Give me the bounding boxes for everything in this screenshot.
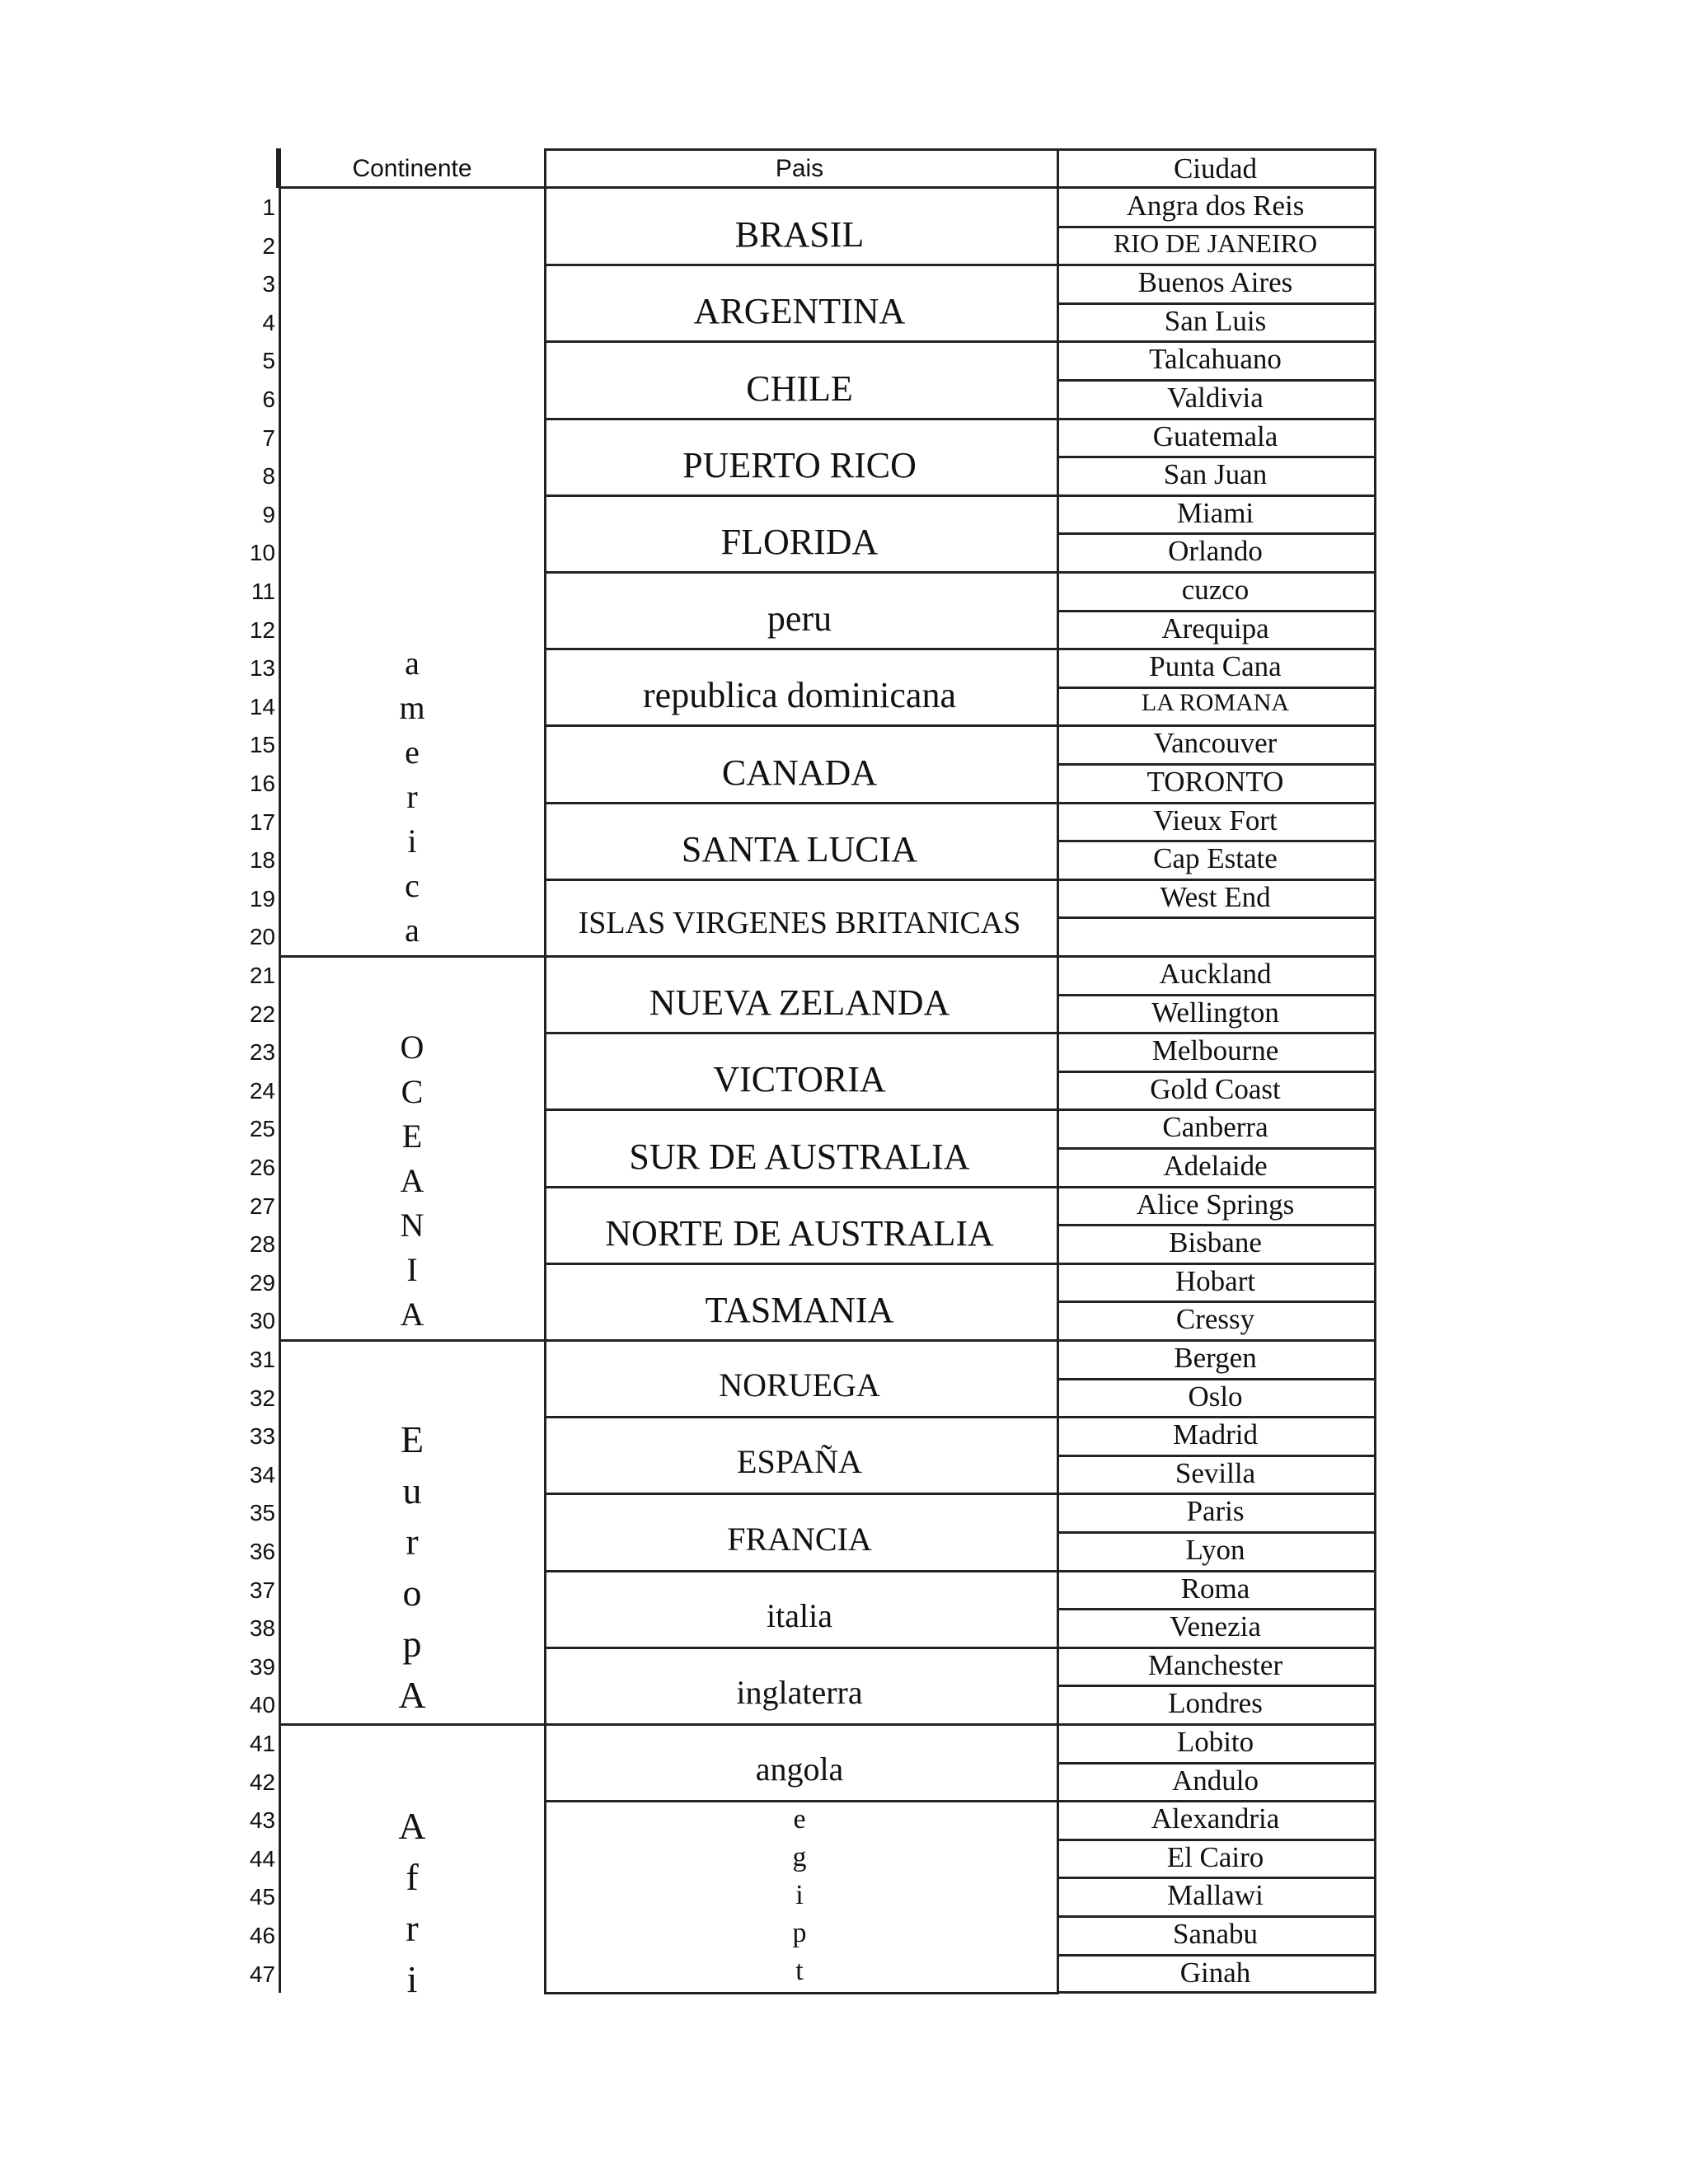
row-number: 9 — [262, 501, 275, 527]
country-letter: t — [795, 1956, 804, 1987]
continent-letter: A — [400, 1162, 424, 1199]
country-row-border — [544, 1263, 1059, 1265]
row-number: 21 — [249, 963, 275, 988]
continent-row-border — [280, 955, 546, 958]
row-number: 34 — [249, 1461, 275, 1488]
country-cell: NORUEGA — [719, 1366, 880, 1404]
country-cell: NUEVA ZELANDA — [649, 982, 950, 1024]
country-row-border — [544, 955, 1059, 958]
row-number: 5 — [262, 348, 275, 374]
country-row-border — [544, 418, 1059, 420]
city-cell: Londres — [1168, 1687, 1263, 1720]
city-cell: Cressy — [1175, 1303, 1255, 1336]
country-row-border — [544, 1339, 1059, 1342]
row-number: 42 — [249, 1769, 275, 1795]
row-number: 10 — [249, 540, 275, 566]
row-number: 8 — [262, 463, 275, 490]
continent-letter: m — [399, 689, 425, 726]
country-cell: ESPAÑA — [737, 1443, 862, 1481]
city-cell: Miami — [1176, 496, 1254, 529]
country-cell: BRASIL — [734, 214, 865, 255]
city-cell: Guatemala — [1152, 419, 1278, 452]
row-number: 24 — [249, 1077, 275, 1104]
row-number: 46 — [249, 1923, 275, 1948]
row-number: 16 — [249, 771, 275, 796]
row-number: 30 — [249, 1308, 275, 1334]
row-number: 13 — [249, 655, 275, 682]
continent-row-border — [280, 1339, 546, 1342]
country-letter: i — [795, 1880, 804, 1911]
continent-letter: r — [406, 778, 418, 815]
city-cell: Lobito — [1176, 1726, 1254, 1758]
country-row-border — [544, 802, 1059, 804]
row-number: 22 — [249, 1001, 275, 1027]
continent-letter: a — [405, 912, 420, 949]
row-number: 18 — [249, 847, 275, 874]
country-row-border — [544, 1186, 1059, 1188]
continent-letter: c — [405, 867, 420, 904]
row-number: 32 — [249, 1385, 275, 1411]
row-number: 23 — [249, 1039, 275, 1066]
country-row-border — [544, 879, 1059, 881]
continent-cell — [280, 1801, 544, 2005]
continent-letter: a — [405, 644, 420, 682]
row-number: 45 — [249, 1884, 275, 1910]
continent-letter: C — [401, 1073, 424, 1110]
row-number: 20 — [249, 924, 275, 950]
continent-row-border — [280, 1723, 546, 1726]
city-cell: cuzco — [1181, 574, 1250, 606]
row-number: 12 — [249, 616, 275, 643]
country-cell: VICTORIA — [713, 1059, 886, 1100]
country-letter: p — [792, 1918, 807, 1949]
city-cell: Venezia — [1170, 1610, 1261, 1643]
row-number: 40 — [249, 1692, 275, 1718]
row-number: 14 — [249, 693, 275, 719]
row-number: 26 — [249, 1155, 275, 1180]
row-number: 6 — [262, 387, 275, 412]
city-cell: West End — [1160, 880, 1271, 913]
city-cell: Bergen — [1174, 1342, 1257, 1374]
header-bottom-border — [280, 186, 1376, 189]
country-row-border — [544, 1992, 1059, 1994]
country-row-border — [544, 1493, 1059, 1495]
row-number: 11 — [251, 579, 275, 604]
row-number: 17 — [249, 808, 275, 835]
city-cell: Cap Estate — [1153, 842, 1278, 875]
row-number: 3 — [262, 271, 275, 298]
header-left-bar — [276, 148, 281, 188]
header-pais: Pais — [775, 155, 824, 182]
city-cell: Paris — [1186, 1495, 1245, 1528]
country-row-border — [544, 1723, 1059, 1726]
city-cell: San Juan — [1163, 458, 1268, 491]
city-cell: Bisbane — [1169, 1226, 1262, 1259]
country-cell: PUERTO RICO — [682, 444, 917, 485]
country-row-border — [544, 1032, 1059, 1034]
continent-letter: O — [400, 1029, 424, 1066]
row-number: 19 — [249, 885, 275, 912]
row-number: 36 — [249, 1539, 275, 1564]
country-cell: italia — [767, 1596, 832, 1634]
country-letter: g — [792, 1842, 807, 1873]
city-cell: Lyon — [1185, 1534, 1245, 1566]
city-cell: San Luis — [1164, 304, 1267, 337]
row-number: 2 — [262, 232, 275, 259]
row-number: 28 — [249, 1231, 275, 1258]
city-cell: Vieux Fort — [1153, 804, 1278, 837]
continent-letter: E — [401, 1118, 423, 1155]
city-cell: RIO DE JANEIRO — [1113, 227, 1318, 258]
country-cell: peru — [767, 598, 832, 640]
row-number: 39 — [249, 1653, 275, 1680]
row-number: 27 — [249, 1193, 275, 1219]
row-number: 37 — [249, 1577, 275, 1603]
continent-letter: E — [400, 1418, 424, 1460]
continent-letter: i — [406, 1958, 418, 2001]
city-cell: Arequipa — [1161, 612, 1269, 644]
city-cell: Melbourne — [1151, 1034, 1279, 1067]
city-cell: Auckland — [1159, 958, 1272, 990]
continent-letter: r — [406, 1521, 419, 1563]
row-number: 43 — [249, 1807, 275, 1834]
row-number: 29 — [249, 1269, 275, 1296]
city-cell: Angra dos Reis — [1126, 190, 1305, 222]
country-cell: FRANCIA — [727, 1520, 872, 1558]
country-cell: republica dominicana — [643, 675, 956, 716]
continent-letter: A — [398, 1805, 426, 1848]
city-cell: Punta Cana — [1149, 650, 1282, 683]
country-cell: TASMANIA — [705, 1290, 894, 1330]
country-cell: ARGENTINA — [693, 291, 906, 332]
continent-letter: A — [400, 1296, 424, 1333]
city-cell: Ginah — [1179, 1956, 1251, 1989]
country-row-border — [544, 724, 1059, 727]
continent-letter: e — [405, 733, 420, 771]
continent-cell — [280, 1025, 544, 1337]
city-cell: Roma — [1180, 1572, 1250, 1605]
city-cell: Sanabu — [1172, 1918, 1259, 1950]
country-row-border — [544, 1108, 1059, 1111]
country-cell: FLORIDA — [720, 522, 879, 562]
row-number: 44 — [249, 1845, 275, 1872]
row-number: 33 — [249, 1423, 275, 1450]
country-row-border — [544, 648, 1059, 650]
row-number: 47 — [249, 1961, 275, 1987]
city-cell: Orlando — [1168, 535, 1263, 568]
row-number: 41 — [249, 1731, 275, 1756]
country-row-border — [544, 264, 1059, 266]
country-row-border — [544, 494, 1059, 497]
city-row-border — [1057, 916, 1376, 919]
city-cell: TORONTO — [1146, 766, 1284, 798]
row-number: 1 — [262, 194, 275, 220]
city-cell: Gold Coast — [1150, 1072, 1281, 1105]
city-column-bottom-border — [1057, 1991, 1376, 1994]
continent-letter: i — [407, 823, 417, 860]
country-cell: NORTE DE AUSTRALIA — [605, 1212, 994, 1254]
row-number: 25 — [249, 1116, 275, 1142]
row-number: 15 — [249, 732, 275, 758]
city-cell: El Cairo — [1166, 1840, 1264, 1873]
continent-letter: I — [406, 1251, 418, 1288]
continent-letter: p — [402, 1623, 422, 1665]
continent-cell — [280, 1414, 544, 1721]
continent-cell — [280, 641, 544, 953]
continent-letter: o — [402, 1572, 422, 1614]
city-cell: Alice Springs — [1136, 1188, 1295, 1221]
country-row-border — [544, 571, 1059, 574]
country-cell: ISLAS VIRGENES BRITANICAS — [578, 906, 1021, 940]
row-number: 38 — [249, 1615, 275, 1642]
city-cell: Oslo — [1188, 1380, 1243, 1413]
city-cell: Madrid — [1172, 1418, 1259, 1451]
country-cell: angola — [755, 1750, 844, 1788]
row-number: 4 — [262, 309, 275, 335]
city-cell: Valdivia — [1167, 382, 1264, 414]
country-row-border — [544, 340, 1059, 343]
city-cell: Mallawi — [1167, 1879, 1264, 1912]
country-row-border — [544, 1416, 1059, 1418]
row-number: 35 — [249, 1500, 275, 1526]
header-ciudad: Ciudad — [1173, 152, 1258, 185]
row-number: 7 — [262, 424, 275, 451]
city-cell: Manchester — [1147, 1648, 1283, 1681]
continent-letter: u — [402, 1469, 422, 1511]
city-cell: Sevilla — [1175, 1456, 1256, 1489]
country-letter: e — [793, 1804, 806, 1835]
city-cell: Hobart — [1175, 1264, 1256, 1297]
header-top-border — [544, 148, 1376, 151]
city-cell: Andulo — [1172, 1764, 1259, 1797]
city-cell: Adelaide — [1163, 1150, 1268, 1182]
continent-letter: N — [400, 1207, 424, 1244]
country-cell-vertical — [544, 1801, 1055, 1990]
country-cell: SUR DE AUSTRALIA — [629, 1136, 970, 1177]
row-number: 31 — [249, 1347, 275, 1372]
city-cell: Talcahuano — [1149, 343, 1282, 376]
city-cell: Buenos Aires — [1137, 266, 1293, 299]
country-cell: inglaterra — [736, 1674, 863, 1711]
header-continente: Continente — [352, 155, 472, 182]
country-cell: CHILE — [746, 368, 853, 409]
city-cell: Canberra — [1162, 1111, 1268, 1144]
country-cell: CANADA — [721, 752, 878, 793]
city-cell: Vancouver — [1153, 727, 1278, 760]
city-cell: Alexandria — [1151, 1802, 1280, 1835]
country-row-border — [544, 1647, 1059, 1649]
country-cell: SANTA LUCIA — [681, 828, 918, 869]
continent-letter: f — [406, 1856, 419, 1899]
continent-letter: r — [406, 1907, 419, 1950]
city-cell: LA ROMANA — [1141, 688, 1290, 716]
country-row-border — [544, 1570, 1059, 1572]
continent-letter: A — [398, 1674, 426, 1716]
city-cell: Wellington — [1151, 996, 1279, 1029]
